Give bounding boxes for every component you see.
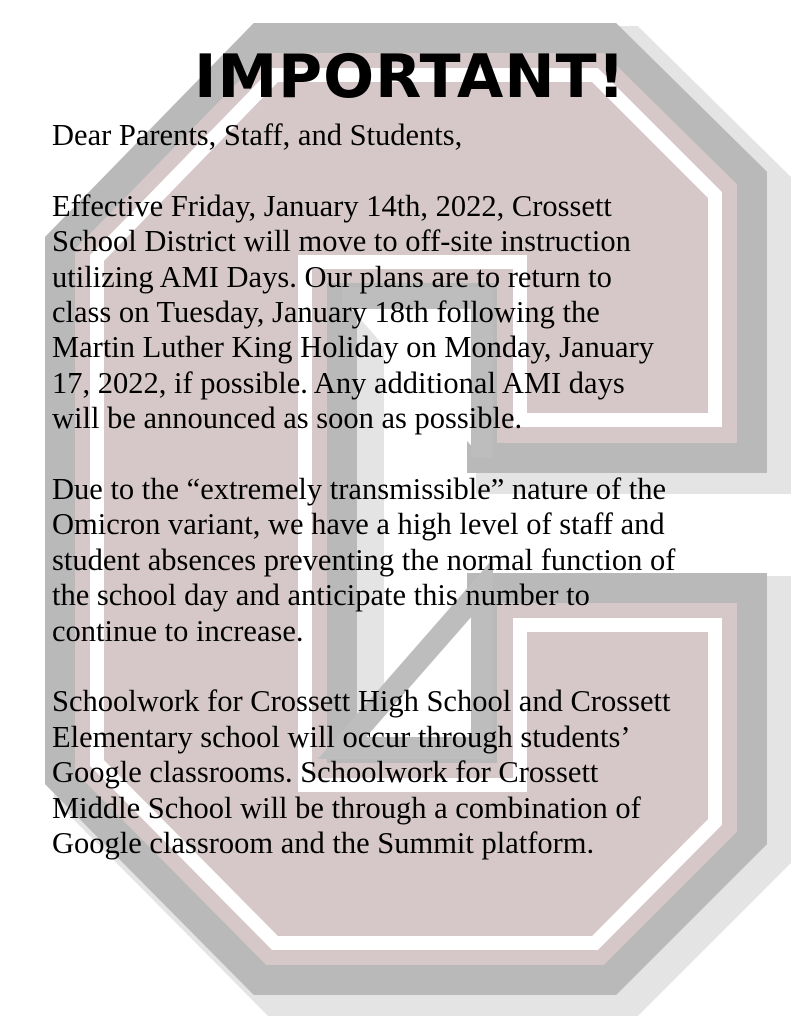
paragraph-line: Middle School will be through a combination of [52,790,641,825]
paragraph-line: Effective Friday, January 14th, 2022, Crossett [52,188,612,223]
paragraph-line: Schoolwork for Crossett High School and Crossett [52,684,671,719]
greeting [52,118,782,153]
paragraph-line: Martin Luther King Holiday on Monday, January [52,330,654,365]
paragraph-line: utilizing AMI Days. Our plans are to return to [52,259,612,294]
paragraph-omicron [52,472,782,649]
paragraph-line: student absences preventing the normal function of [52,542,676,577]
paragraph-line: 17, 2022, if possible. Any additional AMI days [52,365,625,400]
paragraph-line: School District will move to off-site instruction [52,224,631,259]
paragraph-line: the school day and anticipate this number to [52,578,590,613]
paragraph-line: will be announced as soon as possible. [52,401,523,436]
paragraph-line: Google classrooms. Schoolwork for Crossett [52,755,599,790]
paragraph-ami-days [52,189,782,437]
headline: IMPORTANT! [194,42,626,112]
greeting-line: Dear Parents, Staff, and Students, [52,118,463,152]
paragraph-line: Omicron variant, we have a high level of staff and [52,507,665,542]
paragraph-schoolwork [52,684,782,861]
letter-body [52,118,782,861]
paragraph-line: Due to the “extremely transmissible” nature of the [52,472,667,507]
paragraph-line: Elementary school will occur through students’ [52,719,631,754]
paragraph-line: Google classroom and the Summit platform. [52,826,595,861]
paragraph-line: class on Tuesday, January 18th following the [52,295,600,330]
paragraph-line: continue to increase. [52,613,304,648]
